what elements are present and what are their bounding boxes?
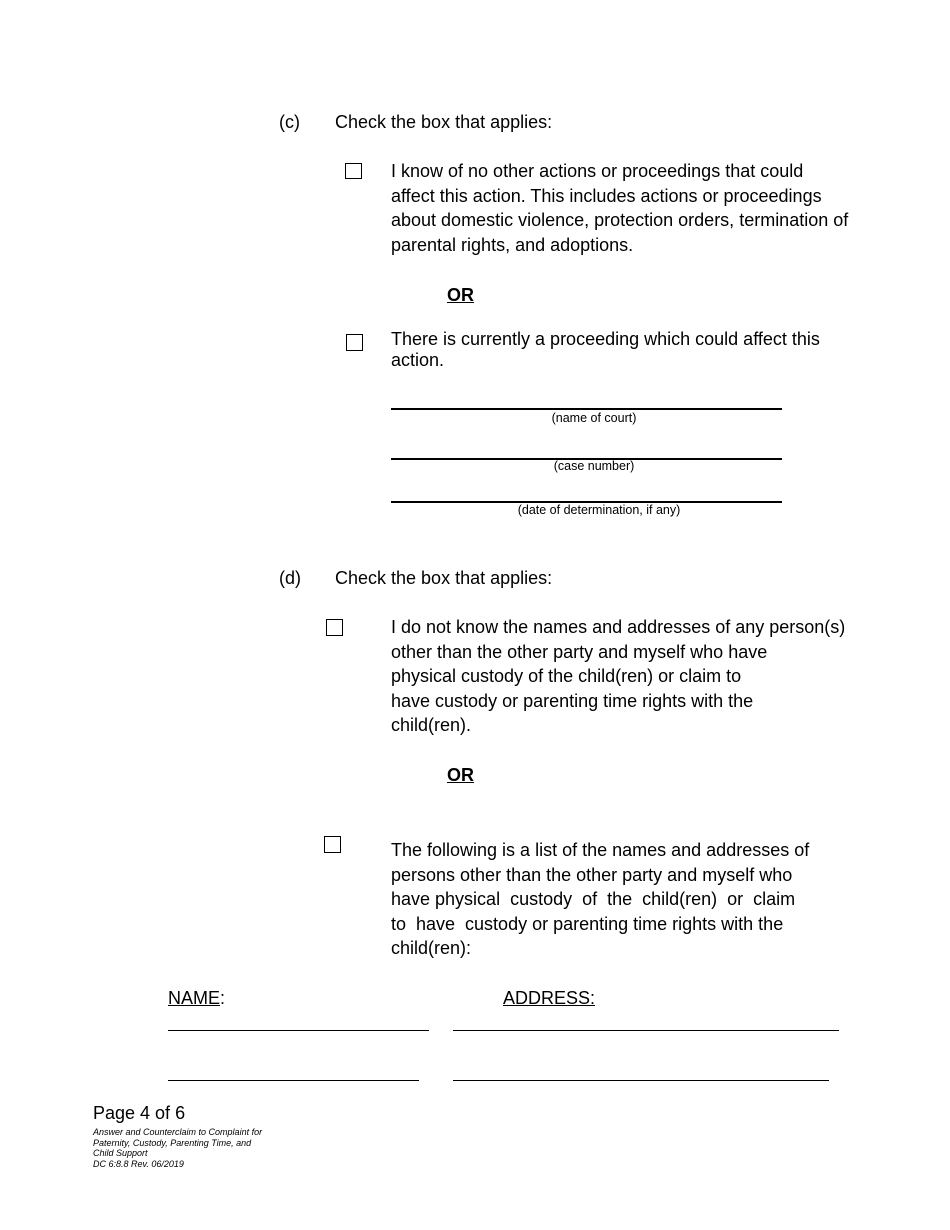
page-number: Page 4 of 6 (93, 1103, 186, 1123)
current-proceeding-text: There is currently a proceeding which could affect this action. (391, 329, 820, 370)
section-d-label: (d) (279, 568, 301, 588)
following-list-text: The following is a list of the names and addresses of persons other than the other party and myself who have physical custody of the child(ren) or claim to have custody or parenting time rights with the child(ren): (391, 840, 810, 958)
or-label-c: OR (447, 285, 474, 305)
name-of-court-caption: (name of court) (551, 411, 637, 425)
current-proceeding-checkbox[interactable] (346, 334, 363, 351)
form-number: DC 6:8.8 Rev. 06/2019 (93, 1158, 184, 1169)
or-label-d: OR (447, 765, 474, 785)
no-known-persons-text: I do not know the names and addresses of any person(s) other than the other party and myself who have physical custody of the child(ren) or claim to have custody or parenting time rights with the child(ren). (391, 617, 846, 735)
case-number-caption: (case number) (553, 459, 635, 473)
name-field-row-2[interactable] (168, 1080, 419, 1081)
name-field-row-1[interactable] (168, 1030, 429, 1031)
section-c-instruction: Check the box that applies: (335, 112, 553, 132)
address-field-row-2[interactable] (453, 1080, 829, 1081)
no-other-actions-text: I know of no other actions or proceedings that could affect this action. This includes actions or proceedings about domestic violence, protection orders, termination of parental rights, and adoptions. (391, 161, 849, 255)
section-c-label: (c) (279, 112, 300, 132)
date-of-determination-caption: (date of determination, if any) (517, 503, 681, 517)
address-field-row-1[interactable] (453, 1030, 839, 1031)
address-column-header: ADDRESS: (503, 988, 596, 1008)
name-column-header: NAME: (168, 988, 226, 1008)
no-other-actions-checkbox[interactable] (345, 163, 362, 179)
following-list-checkbox[interactable] (324, 836, 341, 853)
section-d-instruction: Check the box that applies: (335, 568, 553, 588)
no-known-persons-checkbox[interactable] (326, 619, 343, 636)
form-title: Answer and Counterclaim to Complaint for Paternity, Custody, Parenting Time, and Child Support DC 6:8.8 Rev. 06/2019 (93, 1127, 263, 1169)
name-of-court-field[interactable] (391, 408, 782, 410)
